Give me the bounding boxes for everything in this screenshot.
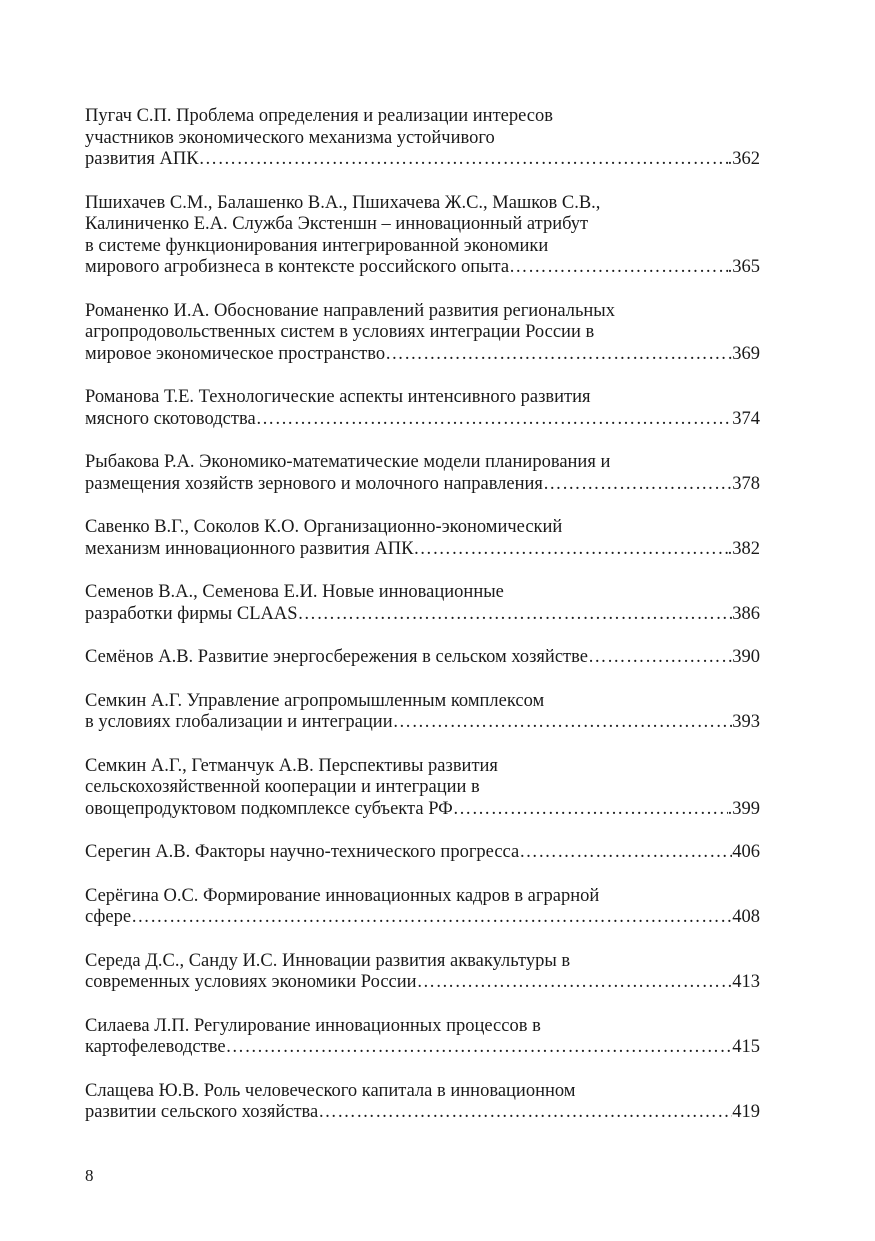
- dot-leader: [393, 712, 733, 734]
- toc-entry-line: размещения хозяйств зернового и молочного направления: [85, 473, 543, 494]
- toc-entry-line: Пугач С.П. Проблема определения и реализации интересов: [85, 106, 553, 126]
- dot-leader: [298, 604, 733, 626]
- dot-leader: [256, 409, 733, 431]
- toc-entry-page: .382: [727, 538, 760, 559]
- toc-entry-line: современных условиях экономики России: [85, 972, 417, 992]
- toc-entry: [85, 582, 760, 625]
- toc-entry-page: .365: [727, 257, 760, 277]
- toc-entry-line: развитии сельского хозяйства: [85, 1102, 319, 1122]
- toc-entry-line: картофелеводстве: [85, 1037, 226, 1057]
- dot-leader: [226, 1037, 733, 1059]
- toc-entry-page: 413: [732, 972, 760, 992]
- toc-entry-last-line: [85, 474, 760, 496]
- toc-entry-line: Романова Т.Е. Технологические аспекты интенсивного развития: [85, 387, 591, 407]
- toc-entry-page: 386: [732, 603, 760, 624]
- toc-entry-page: 408: [732, 907, 760, 927]
- toc-entry-line: Романенко И.А. Обоснование направлений развития региональных: [85, 300, 615, 321]
- toc-entry-last-line: [85, 647, 760, 669]
- toc-entry-page: 393: [732, 712, 760, 732]
- dot-leader: [588, 647, 732, 669]
- toc-entry: [85, 951, 760, 994]
- toc-entry-line: мирового агробизнеса в контексте российского опыта: [85, 257, 510, 277]
- toc-entry-page: 378: [732, 473, 760, 494]
- toc-entry: [85, 517, 760, 560]
- toc-entry: [85, 691, 760, 734]
- toc-entry-page: 369: [732, 343, 760, 364]
- toc-entry-line: мясного скотоводства: [85, 408, 256, 429]
- toc-entry-line: Семёнов А.В. Развитие энергосбережения в сельском хозяйстве: [85, 647, 588, 667]
- toc-entry: [85, 387, 760, 430]
- toc-entry-line: участников экономического механизма устойчивого: [85, 127, 495, 148]
- toc-entry-line: Семкин А.Г., Гетманчук А.В. Перспективы развития: [85, 755, 498, 776]
- toc-entry-page: .399: [727, 798, 760, 819]
- toc-entry-line: Серёгина О.С. Формирование инновационных кадров в аграрной: [85, 885, 600, 906]
- toc-entry-last-line: [85, 604, 760, 626]
- toc-entry-last-line: [85, 842, 760, 864]
- toc-entry-page: 415: [732, 1037, 760, 1057]
- toc-entry: [85, 193, 760, 279]
- toc-entry-last-line: [85, 409, 760, 431]
- toc-entry: [85, 452, 760, 495]
- toc-entry-line: сельскохозяйственной кооперации и интеграции в: [85, 777, 480, 797]
- toc-entry-line: Калиниченко Е.А. Служба Экстеншн – инновационный атрибут: [85, 214, 589, 234]
- toc-entry-line: разработки фирмы CLAAS: [85, 603, 298, 624]
- toc-entry-line: агропродовольственных систем в условиях интеграции России в: [85, 322, 595, 342]
- dot-leader: [131, 907, 732, 929]
- toc-entry-page: 390: [732, 647, 760, 667]
- toc-entry: [85, 842, 760, 864]
- dot-leader: [385, 344, 732, 366]
- toc-entry-line: Савенко В.Г., Соколов К.О. Организационно-экономический: [85, 517, 563, 537]
- toc-entry-line: сфере: [85, 907, 132, 927]
- toc-entry-line: Слащева Ю.В. Роль человеческого капитала в инновационном: [85, 1080, 576, 1101]
- toc-entry-line: Силаева Л.П. Регулирование инновационных процессов в: [85, 1015, 541, 1036]
- toc-entry: [85, 756, 760, 821]
- dot-leader: [509, 257, 728, 279]
- toc-entry-last-line: [85, 149, 760, 171]
- toc-entry-last-line: [85, 972, 760, 994]
- toc-entry-last-line: [85, 799, 760, 821]
- toc-entry-last-line: [85, 1102, 760, 1124]
- toc-entry-last-line: [85, 344, 760, 366]
- toc-entry-last-line: [85, 539, 760, 561]
- dot-leader: [413, 539, 727, 561]
- dot-leader: [453, 799, 728, 821]
- toc-entry-last-line: [85, 712, 760, 734]
- toc-entry-last-line: [85, 907, 760, 929]
- toc-entry: [85, 301, 760, 366]
- toc-entry-line: в системе функционирования интегрированной экономики: [85, 235, 549, 256]
- toc-entry-page: 406: [732, 842, 760, 862]
- toc-entry-line: Семенов В.А., Семенова Е.И. Новые инновационные: [85, 582, 504, 602]
- dot-leader: [543, 474, 732, 496]
- dot-leader: [417, 972, 733, 994]
- toc-entry: [85, 647, 760, 669]
- toc-entry-page: 374: [732, 408, 760, 429]
- toc-entry-line: Пшихачев С.М., Балашенко В.А., Пшихачева Ж.С., Машков С.В.,: [85, 192, 601, 213]
- toc-entry-line: Серегин А.В. Факторы научно-технического прогресса: [85, 842, 520, 862]
- toc-entry: [85, 1081, 760, 1124]
- toc-entry-line: развития АПК: [85, 149, 199, 169]
- toc-entry-page: .362: [727, 149, 760, 169]
- toc-entry-line: Середа Д.С., Санду И.С. Инновации развития аквакультуры в: [85, 950, 571, 971]
- toc-entry-line: механизм инновационного развития АПК: [85, 538, 414, 559]
- dot-leader: [318, 1102, 732, 1124]
- toc-entry-line: в условиях глобализации и интеграции: [85, 712, 393, 732]
- toc-entry-line: Семкин А.Г. Управление агропромышленным комплексом: [85, 690, 545, 711]
- dot-leader: [519, 842, 732, 864]
- toc-entry: [85, 106, 760, 171]
- dot-leader: [199, 149, 728, 171]
- toc-entry-page: 419: [732, 1102, 760, 1122]
- toc-entry: [85, 1016, 760, 1059]
- toc-entry-line: мировое экономическое пространство: [85, 343, 386, 364]
- toc-entry: [85, 886, 760, 929]
- table-of-contents: [85, 106, 760, 1146]
- toc-entry-last-line: [85, 257, 760, 279]
- toc-entry-last-line: [85, 1037, 760, 1059]
- toc-entry-line: Рыбакова Р.А. Экономико-математические модели планирования и: [85, 452, 611, 472]
- toc-entry-line: овощепродуктовом подкомплексе субъекта РФ: [85, 798, 453, 819]
- page-number: 8: [85, 1166, 94, 1185]
